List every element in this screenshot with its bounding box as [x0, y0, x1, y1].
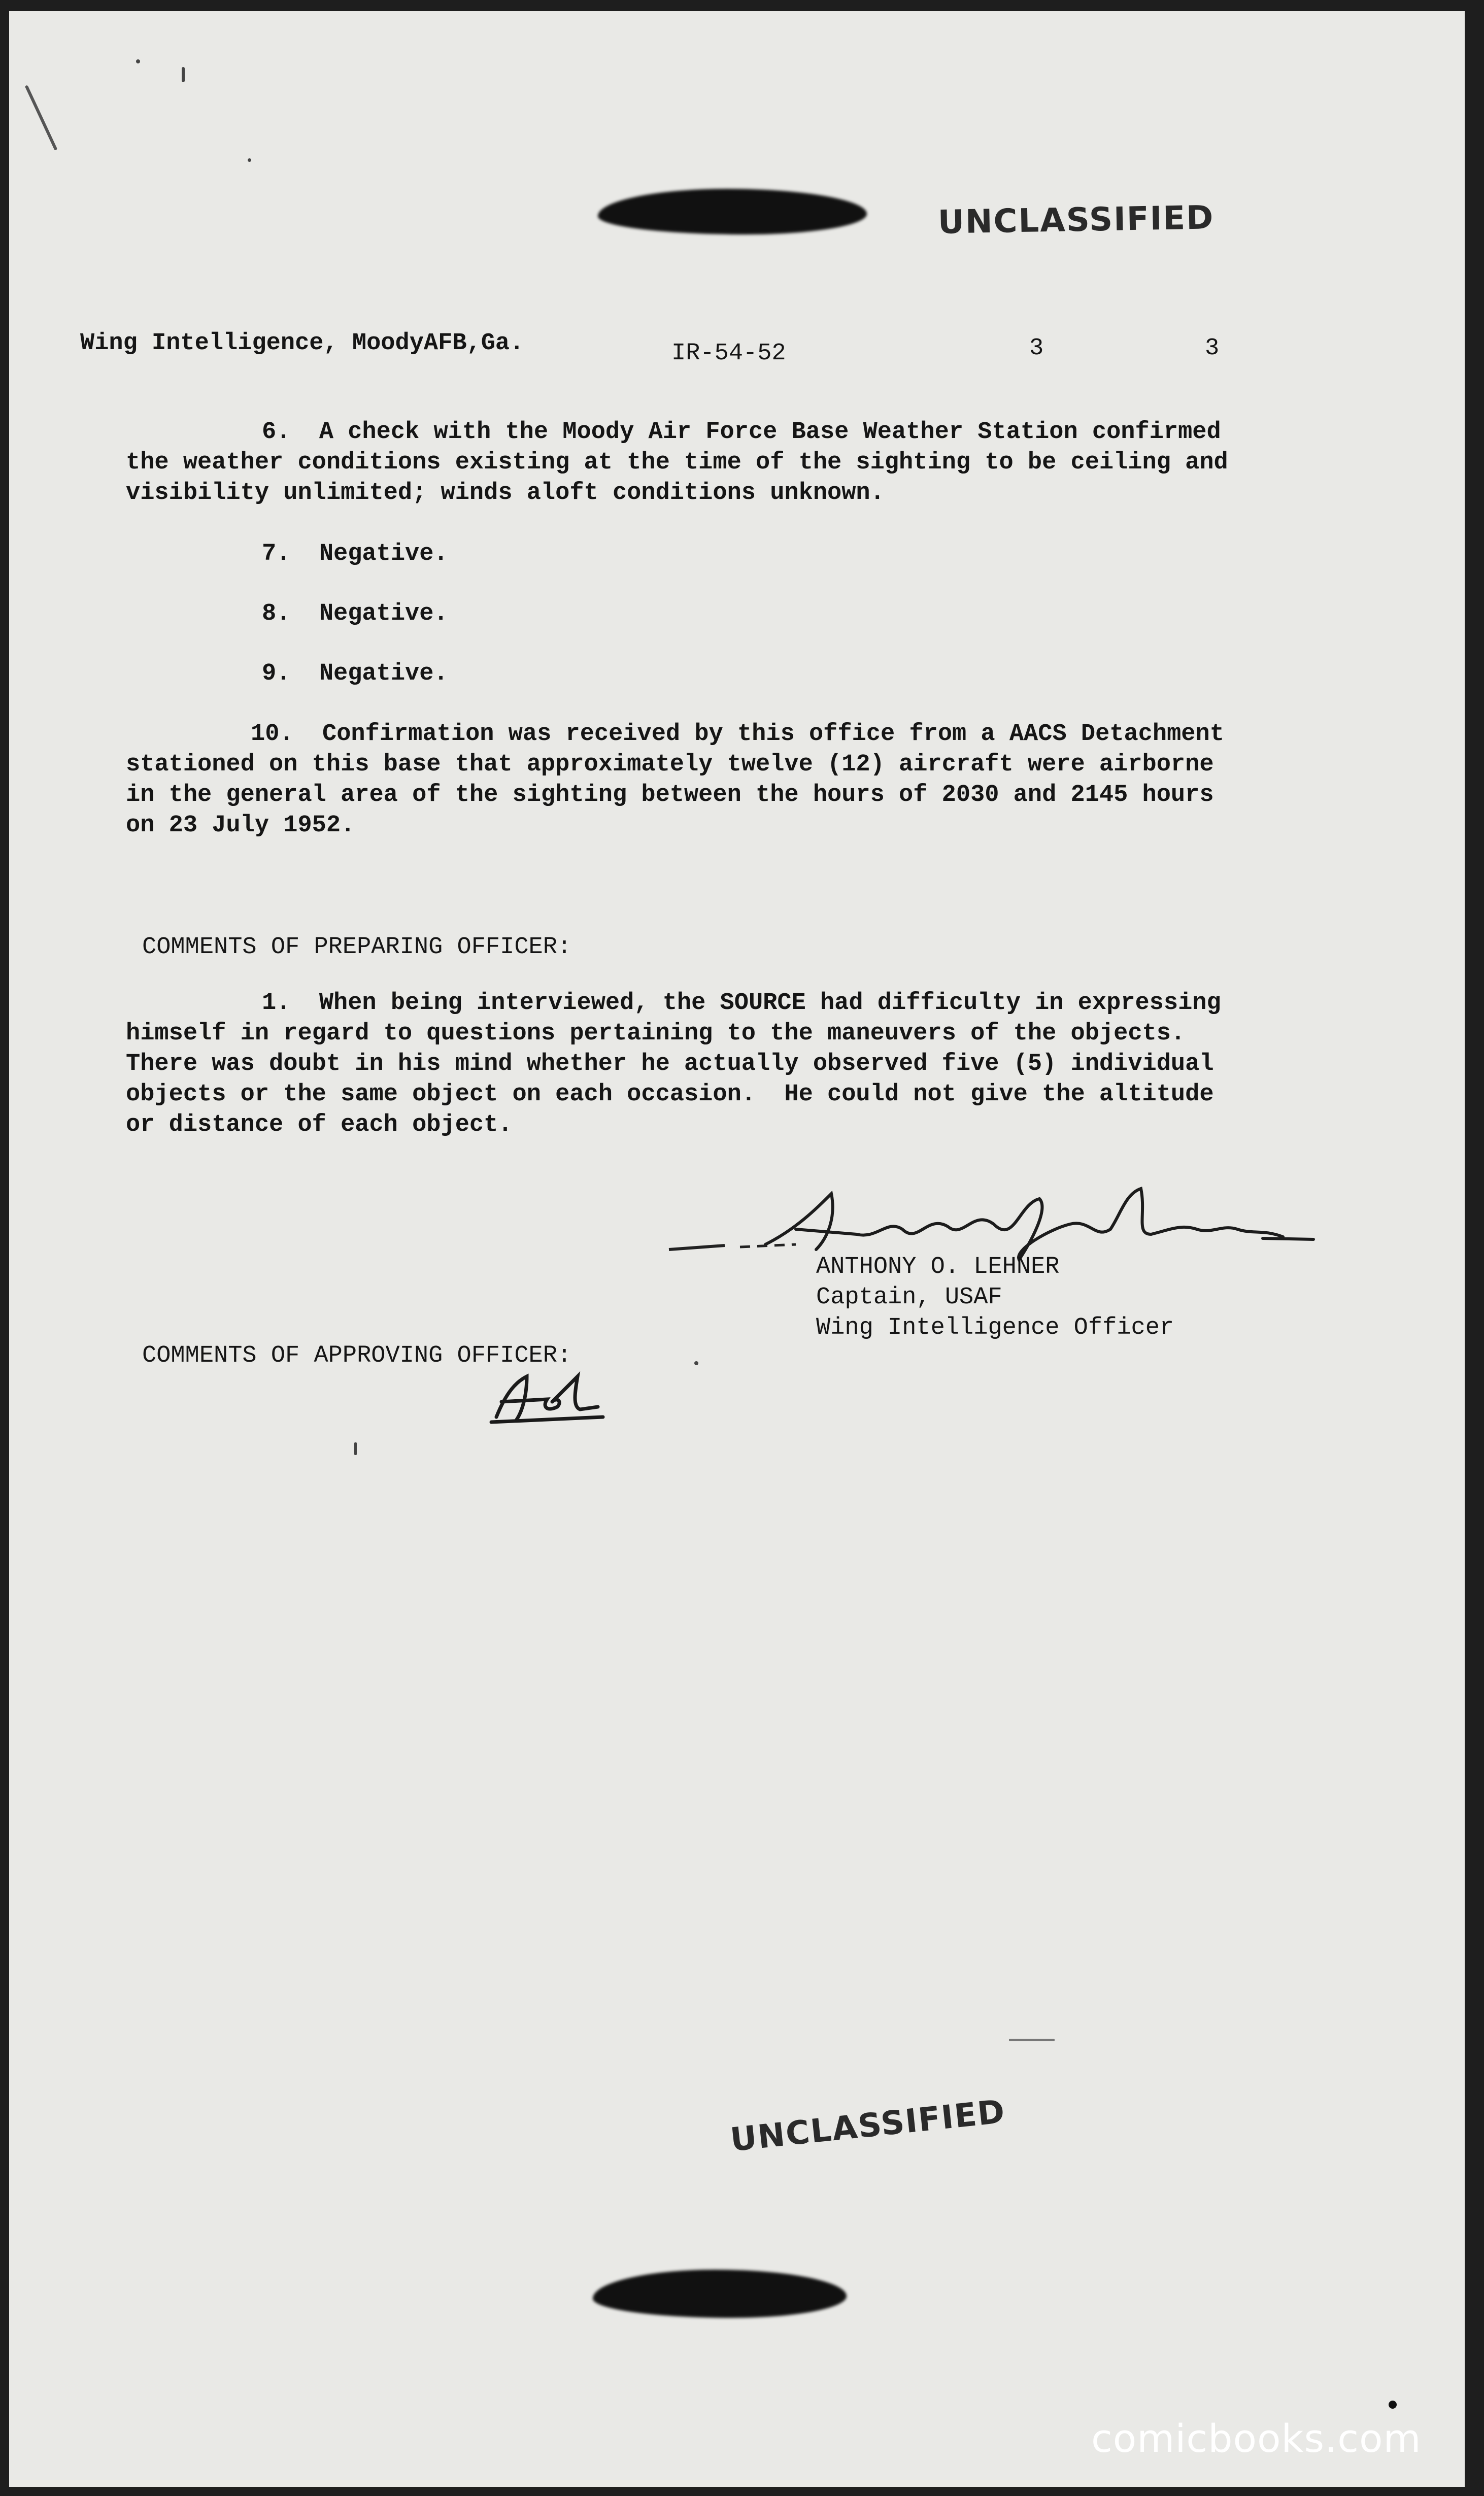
watermark: comicbooks.com	[1091, 2416, 1422, 2461]
stray-mark	[1389, 2401, 1397, 2409]
paragraph-10-line-2: stationed on this base that approximately twelve (12) aircraft were airborne	[126, 751, 1214, 778]
officer-rank: Captain, USAF	[816, 1284, 1002, 1311]
redaction-bar	[598, 189, 867, 234]
stray-mark	[354, 1442, 357, 1455]
page-number-b: 3	[1205, 335, 1220, 362]
preparing-comment-line-4: objects or the same object on each occasion. He could not give the altitude	[126, 1081, 1214, 1108]
preparing-comment-line-3: There was doubt in his mind whether he actually observed five (5) individual	[126, 1051, 1214, 1077]
paragraph-6-line-1: 6. A check with the Moody Air Force Base Weather Station confirmed	[262, 419, 1221, 446]
paragraph-7: 7. Negative.	[262, 541, 448, 567]
paragraph-10-line-4: on 23 July 1952.	[126, 812, 355, 839]
stray-mark	[248, 158, 251, 162]
unit-line: Wing Intelligence, MoodyAFB,Ga.	[80, 330, 524, 357]
preparing-comment-line-5: or distance of each object.	[126, 1111, 513, 1138]
report-number: IR-54-52	[671, 340, 786, 367]
preparing-comment-line-1: 1. When being interviewed, the SOURCE had difficulty in expressing	[262, 990, 1221, 1017]
document-page	[9, 11, 1465, 2487]
stray-mark	[694, 1361, 698, 1365]
approving-officer-heading: COMMENTS OF APPROVING OFFICER:	[142, 1342, 572, 1369]
preparing-officer-heading: COMMENTS OF PREPARING OFFICER:	[142, 934, 572, 961]
paragraph-9: 9. Negative.	[262, 660, 448, 687]
paragraph-10-line-3: in the general area of the sighting between the hours of 2030 and 2145 hours	[126, 782, 1214, 808]
page-number-a: 3	[1029, 335, 1044, 362]
paragraph-6-line-2: the weather conditions existing at the time of the sighting to be ceiling and	[126, 449, 1228, 476]
paragraph-6-line-3: visibility unlimited; winds aloft conditions unknown.	[126, 480, 885, 507]
preparing-comment-line-2: himself in regard to questions pertaining to the maneuvers of the objects.	[126, 1020, 1186, 1047]
officer-name: ANTHONY O. LEHNER	[816, 1254, 1060, 1280]
unclassified-stamp-top: UNCLASSIFIED	[937, 199, 1215, 242]
stray-mark	[182, 67, 185, 82]
paragraph-8: 8. Negative.	[262, 600, 448, 627]
redaction-bar-bottom	[593, 2270, 847, 2318]
stray-mark	[25, 85, 58, 150]
stray-mark	[1009, 2039, 1055, 2041]
paragraph-10-line-1: 10. Confirmation was received by this office from a AACS Detachment	[251, 721, 1224, 748]
unclassified-stamp-bottom: UNCLASSIFIED	[728, 2093, 1007, 2160]
approving-initials	[486, 1371, 608, 1430]
officer-title: Wing Intelligence Officer	[816, 1314, 1174, 1341]
stray-mark	[136, 59, 140, 63]
